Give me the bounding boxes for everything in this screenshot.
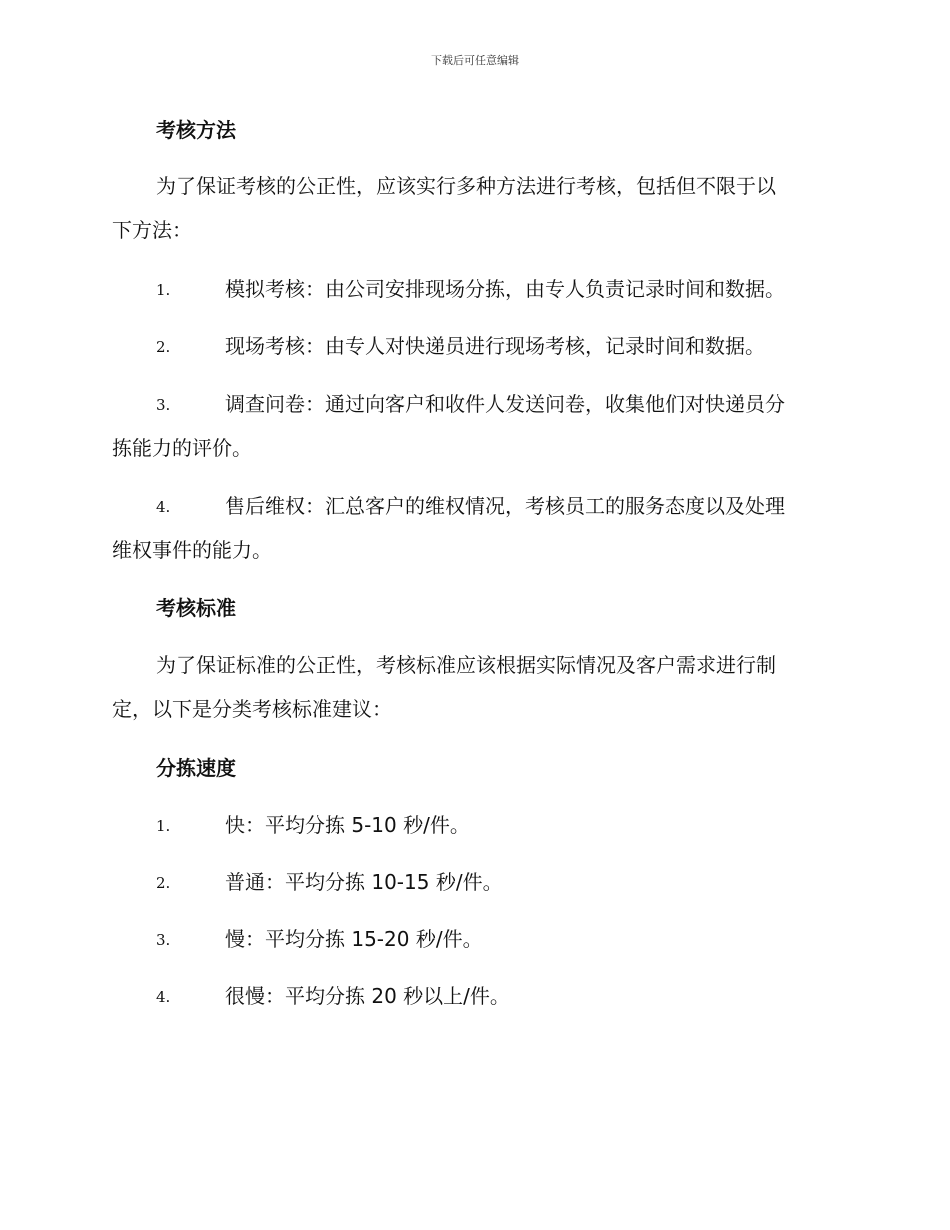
standards-intro-line-2: 定，以下是分类考核标准建议：: [112, 697, 392, 721]
list-item-number: 3.: [156, 396, 171, 414]
list-item: [112, 484, 837, 572]
list-item-text: 普通：平均分拣 10-15 秒/件。: [225, 870, 503, 894]
list-item-text: 模拟考核：由公司安排现场分拣，由专人负责记录时间和数据。: [225, 277, 785, 301]
list-item-text: 快：平均分拣 5-10 秒/件。: [225, 813, 470, 837]
list-item-text: 慢：平均分拣 15-20 秒/件。: [225, 927, 483, 951]
standards-intro-line-1: 为了保证标准的公正性，考核标准应该根据实际情况及客户需求进行制: [156, 653, 776, 677]
list-item-text: 很慢：平均分拣 20 秒以上/件。: [225, 984, 510, 1008]
methods-intro-paragraph: [112, 164, 837, 252]
list-item-number: 2.: [156, 874, 171, 892]
section-heading-standards: 考核标准: [156, 596, 236, 620]
standards-intro-paragraph: [112, 643, 837, 731]
section-heading-speed: 分拣速度: [156, 756, 236, 780]
list-item-number: 4.: [156, 988, 171, 1006]
list-item-text: 现场考核：由专人对快递员进行现场考核，记录时间和数据。: [225, 334, 765, 358]
list-item: [112, 382, 837, 470]
list-item-continuation: 拣能力的评价。: [112, 436, 252, 460]
list-item-text: 调查问卷：通过向客户和收件人发送问卷，收集他们对快递员分: [225, 392, 785, 416]
list-item-number: 1.: [156, 281, 171, 299]
section-heading-methods: 考核方法: [156, 118, 236, 142]
list-item-number: 2.: [156, 338, 171, 356]
methods-intro-line-2: 下方法：: [112, 218, 192, 242]
header-note: 下载后可任意编辑: [431, 54, 519, 67]
list-item-continuation: 维权事件的能力。: [112, 538, 272, 562]
list-item-number: 3.: [156, 931, 171, 949]
methods-intro-line-1: 为了保证考核的公正性，应该实行多种方法进行考核，包括但不限于以: [156, 174, 776, 198]
list-item-number: 4.: [156, 498, 171, 516]
list-item-text: 售后维权：汇总客户的维权情况，考核员工的服务态度以及处理: [225, 494, 785, 518]
list-item-number: 1.: [156, 817, 171, 835]
